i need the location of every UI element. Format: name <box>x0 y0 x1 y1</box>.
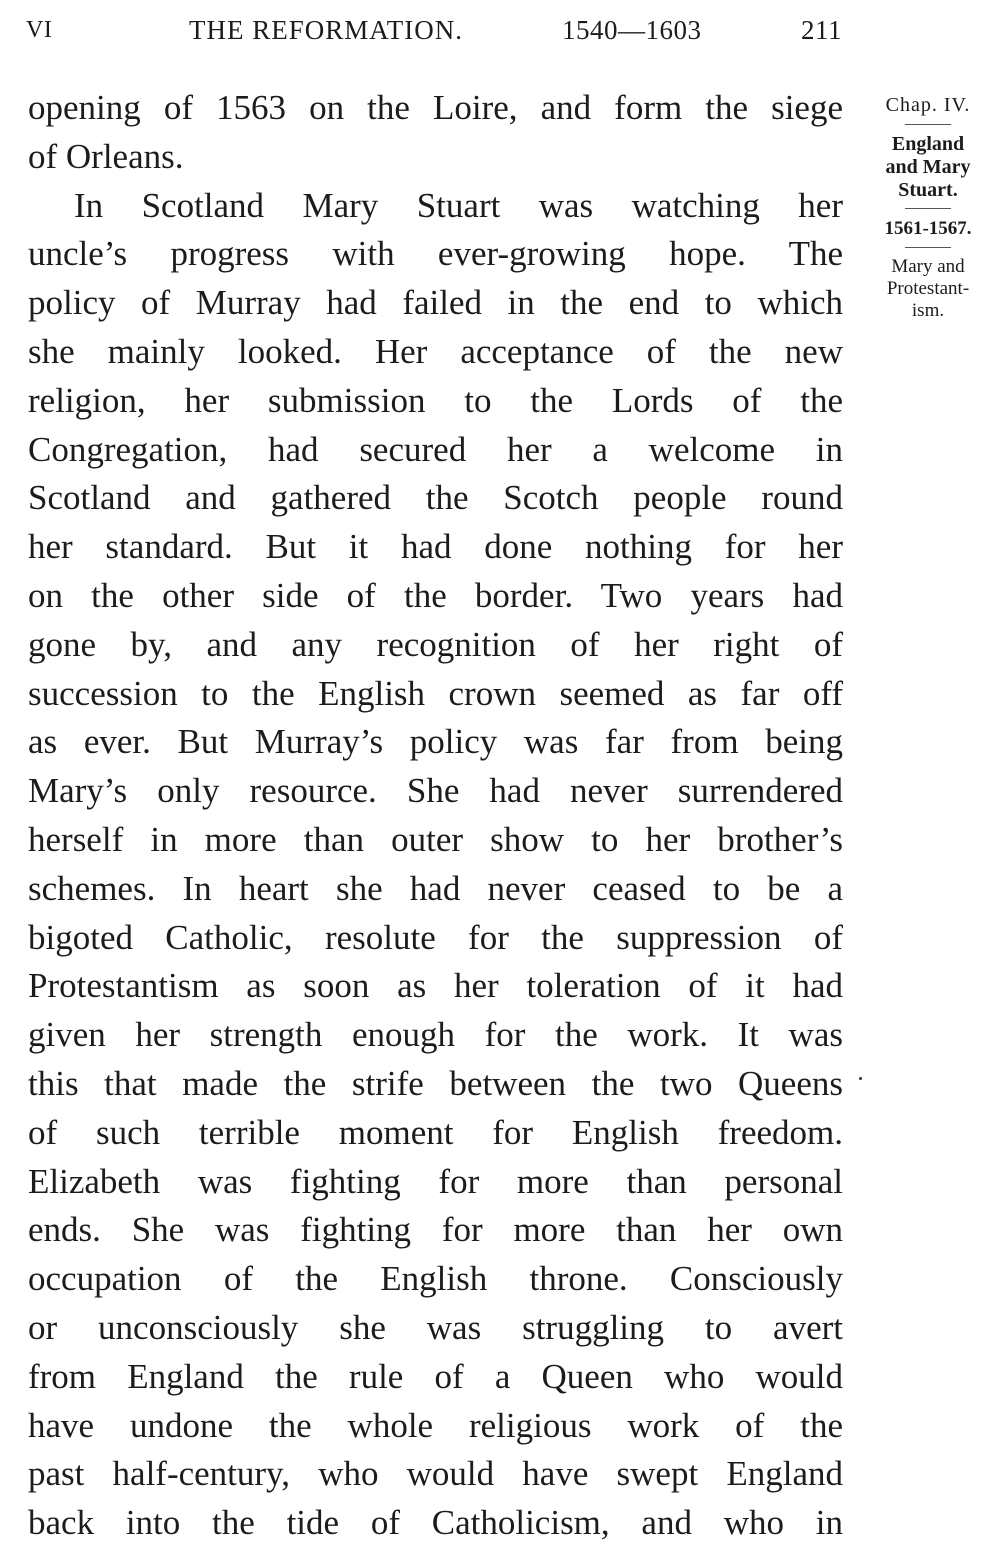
print-speck <box>859 1077 862 1080</box>
text-line: or unconsciously she was struggling to avert <box>28 1307 843 1347</box>
running-title: THE REFORMATION. <box>189 15 464 45</box>
text-line: this that made the strife between the two Queens <box>28 1063 843 1103</box>
section-title-line: Stuart. <box>898 179 958 201</box>
running-dates: 1540—1603 <box>562 15 702 45</box>
margin-divider <box>905 208 951 209</box>
margin-divider <box>905 247 951 248</box>
body-text <box>28 84 843 1548</box>
text-line: Protestantism as soon as her toleration of it had <box>28 966 843 1006</box>
chapter-label: Chap. IV. <box>885 94 971 116</box>
text-line: herself in more than outer show to her brother’s <box>28 819 843 859</box>
page-number: 211 <box>801 15 842 45</box>
part-number: VI <box>26 17 53 43</box>
margin-notes <box>858 92 998 322</box>
subsection-note-line: ism. <box>911 300 945 321</box>
text-line: bigoted Catholic, resolute for the suppression of <box>28 917 843 957</box>
subsection-note-line: Protestant- <box>886 278 970 299</box>
text-line: Congregation, had secured her a welcome in <box>28 429 843 469</box>
text-line: uncle’s progress with ever-growing hope. The <box>28 234 843 274</box>
text-line: religion, her submission to the Lords of the <box>28 380 843 420</box>
section-title <box>858 133 998 202</box>
text-line: schemes. In heart she had never ceased to be a <box>28 868 843 908</box>
running-header <box>26 12 842 48</box>
text-line: she mainly looked. Her acceptance of the new <box>28 331 843 371</box>
text-line: past half-century, who would have swept England <box>28 1454 843 1494</box>
text-line: gone by, and any recognition of her right of <box>28 624 843 664</box>
text-line: given her strength enough for the work. It was <box>28 1015 843 1055</box>
text-line: occupation of the English throne. Consciously <box>28 1259 843 1299</box>
text-line: on the other side of the border. Two years had <box>28 575 843 615</box>
margin-divider <box>905 124 951 125</box>
text-line: ends. She was fighting for more than her own <box>28 1210 843 1250</box>
text-line: opening of 1563 on the Loire, and form the siege <box>28 88 843 127</box>
text-line: her standard. But it had done nothing for her <box>28 527 843 567</box>
section-title-line: and Mary <box>885 156 971 178</box>
text-line: have undone the whole religious work of the <box>28 1405 843 1445</box>
text-line: Scotland and gathered the Scotch people round <box>28 478 843 518</box>
text-line: of Orleans. <box>28 136 184 176</box>
subsection-note <box>858 256 998 322</box>
text-line: of such terrible moment for English freedom. <box>28 1112 843 1152</box>
text-line: from England the rule of a Queen who would <box>28 1356 843 1396</box>
text-line: as ever. But Murray’s policy was far from being <box>28 722 843 762</box>
text-line: succession to the English crown seemed as far off <box>28 673 843 713</box>
section-years: 1561-1567. <box>884 218 972 239</box>
paragraph-start-line: In Scotland Mary Stuart was watching her <box>74 185 843 225</box>
text-line: back into the tide of Catholicism, and who in <box>28 1503 843 1543</box>
text-line: Mary’s only resource. She had never surrendered <box>28 771 843 811</box>
section-title-line: England <box>891 133 965 155</box>
subsection-note-line: Mary and <box>891 256 965 277</box>
text-line: Elizabeth was fighting for more than personal <box>28 1161 843 1201</box>
text-line: policy of Murray had failed in the end to which <box>28 283 843 323</box>
